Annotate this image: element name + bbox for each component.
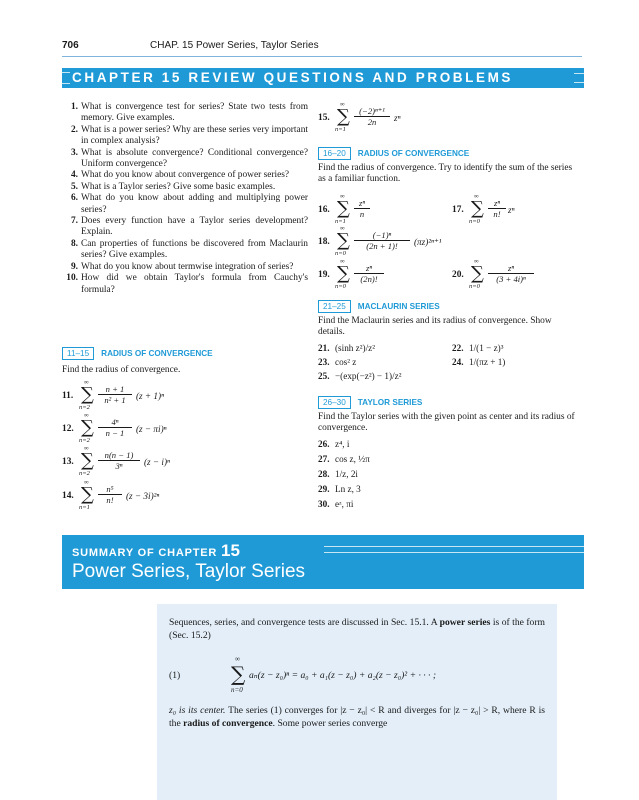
series-item [318, 193, 458, 226]
question-number: 4. [70, 170, 78, 181]
sum-lower-limit: n=0 [335, 250, 346, 257]
question-text: Does every function have a Taylor series development? Explain. [81, 216, 308, 238]
sum-lower-limit: n=2 [79, 404, 90, 411]
numerator: zⁿ [354, 198, 370, 209]
numerator: n⁵ [98, 484, 122, 495]
sigma-symbol: ∑ [471, 263, 484, 284]
question-text: What is absolute convergence? Conditional convergence? Uniform convergence? [81, 147, 308, 170]
fraction [354, 198, 370, 219]
question-item [62, 216, 308, 239]
series-item [318, 258, 458, 291]
sigma-symbol: ∑ [337, 106, 350, 127]
series-term: (πz)²ⁿ⁺¹ [414, 237, 442, 247]
sigma-symbol: ∑ [337, 198, 350, 219]
summary-paragraph-2: z₀ is its center. The series (1) converges for |z − z₀| < R and diverges for |z − z₀| > R, where R is the radius of convergence. Some power series converge [169, 705, 546, 729]
question-text: What do you know about termwise integration of series? [81, 261, 294, 272]
summary-banner-title: Power Series, Taylor Series [72, 561, 306, 582]
running-head [62, 40, 582, 54]
fraction [488, 263, 534, 284]
denominator: 2n [367, 117, 377, 127]
denominator: (2n + 1)! [366, 241, 398, 251]
question-item [62, 182, 308, 193]
sum-upper-limit: ∞ [84, 379, 89, 386]
numerator: (−2)ⁿ⁺¹ [354, 106, 390, 117]
question-item [62, 125, 308, 148]
fraction [98, 384, 132, 405]
list-item: 29. Ln z, 3 [318, 484, 361, 494]
section-instruction: Find the radius of convergence. [62, 365, 181, 375]
question-item [62, 239, 308, 262]
header-rule [62, 56, 582, 57]
series-item [318, 225, 458, 258]
summary-box [157, 604, 557, 800]
series-item [452, 193, 592, 226]
item-number: 12. [62, 424, 74, 434]
denominator: 3ⁿ [115, 461, 123, 471]
item-number: 18. [318, 237, 330, 247]
section-title: MACLAURIN SERIES [357, 302, 440, 311]
list-item: 30. eᶻ, πi [318, 499, 354, 509]
sum-upper-limit: ∞ [340, 193, 345, 200]
denominator: (3 + 4i)ⁿ [496, 274, 526, 284]
item-number: 13. [62, 457, 74, 467]
list-item: 28. 1/z, 2i [318, 469, 358, 479]
section-instruction: Find the Maclaurin series and its radius of convergence. Show details. [318, 316, 552, 338]
denominator: n [359, 209, 365, 219]
summary-banner-label: SUMMARY OF CHAPTER 15 [72, 541, 240, 560]
denominator: (2n)! [360, 274, 378, 284]
fraction [98, 484, 122, 505]
question-item [62, 170, 308, 181]
item-number: 16. [318, 205, 330, 215]
series-term: (z + 1)ⁿ [136, 391, 164, 401]
chapter-title: CHAP. 15 Power Series, Taylor Series [150, 40, 319, 51]
denominator: n² + 1 [104, 395, 126, 405]
question-number: 6. [70, 193, 78, 204]
question-text: What is convergence test for series? State two tests from memory. Give examples. [81, 102, 308, 124]
sum-lower-limit: n=0 [335, 283, 346, 290]
denominator: n − 1 [105, 428, 125, 438]
section-range: 16–20 [318, 147, 351, 160]
list-item: 21. (sinh z²)/z² [318, 343, 375, 353]
series-item [62, 479, 202, 512]
series-item [62, 379, 202, 412]
section-heading-11-15 [62, 347, 213, 360]
sum-lower-limit: n=1 [79, 504, 90, 511]
series-term: (z − 3i)²ⁿ [126, 491, 160, 501]
list-item: 24. 1/(πz + 1) [452, 357, 506, 367]
question-text: What do you know about adding and multiplying power series? [81, 193, 308, 215]
sigma-symbol: ∑ [81, 484, 94, 505]
section-title: TAYLOR SERIES [357, 398, 423, 407]
list-item: 27. cos z, ½π [318, 454, 370, 464]
section-heading-16-20 [318, 147, 469, 160]
section-range: 26–30 [318, 396, 351, 409]
sigma-symbol: ∑ [81, 384, 94, 405]
question-number: 1. [70, 102, 78, 112]
question-number: 3. [70, 147, 78, 158]
numerator: n + 1 [98, 384, 132, 395]
sigma-symbol: ∑ [337, 230, 350, 251]
section-title: RADIUS OF CONVERGENCE [357, 149, 470, 158]
numerator: zⁿ [354, 263, 384, 274]
question-number: 9. [70, 261, 78, 272]
section-instruction: Find the Taylor series with the given point as center and its radius of convergence. [318, 412, 575, 434]
series-item [62, 412, 202, 445]
sum-upper-limit: ∞ [84, 479, 89, 486]
sum-lower-limit: n=0 [469, 218, 480, 225]
section-range: 21–25 [318, 300, 351, 313]
question-number: 10. [66, 273, 78, 284]
question-item [62, 148, 308, 171]
item-number: 17. [452, 205, 464, 215]
fraction [98, 417, 132, 438]
review-banner-title: CHAPTER 15 REVIEW QUESTIONS AND PROBLEMS [72, 70, 514, 85]
list-item: 25. −(exp(−z²) − 1)/z² [318, 371, 402, 381]
question-text: What is a Taylor series? Give some basic examples. [81, 181, 276, 192]
sum-lower-limit: n=0 [231, 686, 243, 694]
sigma-symbol: ∑ [81, 450, 94, 471]
question-number: 7. [70, 216, 78, 227]
review-banner [62, 68, 584, 88]
item-number: 14. [62, 491, 74, 501]
item-number: 20. [452, 270, 464, 280]
numerator: n(n − 1) [98, 450, 140, 461]
question-item [62, 262, 308, 273]
series-item [452, 258, 592, 291]
question-item [62, 102, 308, 125]
question-item [62, 193, 308, 216]
question-number: 8. [70, 238, 78, 249]
fraction [98, 450, 140, 471]
fraction [354, 263, 384, 284]
numerator: 4ⁿ [98, 417, 132, 428]
sum-upper-limit: ∞ [474, 193, 479, 200]
sigma-symbol: ∑ [81, 417, 94, 438]
sum-upper-limit: ∞ [474, 258, 479, 265]
sigma-symbol: ∑ [471, 198, 484, 219]
question-list [62, 102, 308, 296]
numerator: zⁿ [488, 263, 534, 274]
fraction [354, 230, 410, 251]
sigma-symbol: ∑ [231, 662, 246, 686]
denominator: n! [493, 209, 501, 219]
series-item [62, 445, 202, 478]
series-term: (z − i)ⁿ [144, 457, 170, 467]
series-term: zⁿ [394, 113, 401, 123]
list-item: 23. cos² z [318, 357, 357, 367]
numerator: zⁿ [488, 198, 506, 209]
sum-upper-limit: ∞ [340, 225, 345, 232]
equation-label: (1) [169, 670, 181, 681]
question-text: Can properties of functions be discovered from Maclaurin series? Give examples. [81, 238, 308, 261]
list-item: 26. z⁴, i [318, 439, 350, 449]
sum-upper-limit: ∞ [340, 258, 345, 265]
fraction [354, 106, 390, 127]
section-title: RADIUS OF CONVERGENCE [101, 349, 213, 358]
sum-upper-limit: ∞ [235, 655, 240, 663]
list-item: 22. 1/(1 − z)³ [452, 343, 504, 353]
sum-lower-limit: n=2 [79, 470, 90, 477]
question-item [62, 273, 308, 296]
section-heading-26-30 [318, 396, 422, 409]
series-term: (z − πi)ⁿ [136, 424, 167, 434]
equation-body: aₙ(z − z₀)ⁿ = a₀ + a₁(z − z₀) + a₂(z − z₀)² + · · · ; [249, 670, 437, 681]
section-instruction: Find the radius of convergence. Try to identify the sum of the series as a familiar function. [318, 163, 573, 185]
summary-paragraph-1: Sequences, series, and convergence tests are discussed in Sec. 15.1. A power series is of the form (Sec. 15.2) [169, 617, 545, 641]
summary-banner [62, 535, 584, 589]
section-range: 11–15 [62, 347, 94, 360]
sum-upper-limit: ∞ [84, 412, 89, 419]
page-number: 706 [62, 40, 79, 51]
item-number: 19. [318, 270, 330, 280]
item-number: 15. [318, 113, 330, 123]
question-number: 5. [70, 181, 78, 192]
question-number: 2. [70, 124, 78, 135]
sum-lower-limit: n=2 [79, 437, 90, 444]
series-term: zⁿ [508, 205, 515, 215]
denominator: n! [106, 495, 114, 505]
item-number: 11. [62, 391, 74, 401]
question-text: How did we obtain Taylor's formula from Cauchy's formula? [81, 273, 308, 295]
question-text: What do you know about convergence of power series? [81, 170, 290, 181]
sum-upper-limit: ∞ [84, 445, 89, 452]
fraction [488, 198, 506, 219]
sum-lower-limit: n=0 [469, 283, 480, 290]
question-text: What is a power series? Why are these series very important in complex analysis? [81, 124, 308, 147]
sigma-symbol: ∑ [337, 263, 350, 284]
sum-lower-limit: n=1 [335, 218, 346, 225]
series-item [318, 101, 458, 134]
sum-upper-limit: ∞ [340, 101, 345, 108]
section-heading-21-25 [318, 300, 440, 313]
numerator: (−1)ⁿ [354, 230, 410, 241]
sum-lower-limit: n=1 [335, 126, 346, 133]
